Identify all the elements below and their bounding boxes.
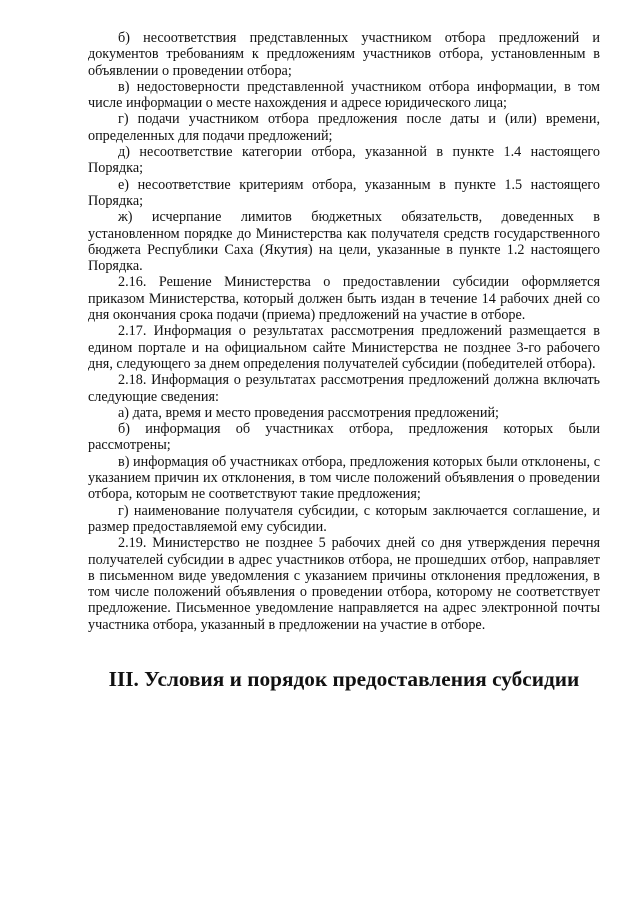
paragraph-2-19: 2.19. Министерство не позднее 5 рабочих дней со дня утверждения перечня получателей субсидии в адрес участников отбора, не прошедших отбор, направляет в письменном виде уведомления с указанием причины отклонения предложения, в том числе положений объявления о проведении отбора, которому не соответствует предложение. Письменное уведомление направляется на адрес электронной почты участника отбора, указанный в предложении на участие в отборе. xyxy=(88,535,600,633)
paragraph-item-e-criteria-mismatch: е) несоответствие критериям отбора, указанным в пункте 1.5 настоящего Порядка; xyxy=(88,176,600,209)
paragraph-item-b-mismatch: б) несоответствия представленных участником отбора предложений и документов требованиям к предложениям участников отбора, установленным в объявлении о проведении отбора; xyxy=(88,30,600,79)
paragraph-item-a-date-time: а) дата, время и место проведения рассмотрения предложений; xyxy=(118,404,499,421)
paragraph-item-zh-limits-exhausted: ж) исчерпание лимитов бюджетных обязательств, доведенных в установленном порядке до Министерства как получателя средств государственного бюджета Республики Саха (Якутия) на цели, указанные в пункте 1.2 настоящего Порядка. xyxy=(88,209,600,275)
paragraph-item-g-recipient: г) наименование получателя субсидии, с которым заключается соглашение, и размер предоставляемой ему субсидии. xyxy=(88,502,600,535)
paragraph-item-v-rejected: в) информация об участниках отбора, предложения которых были отклонены, с указанием причин их отклонения, в том числе положений объявления о проведении отбора, которым не соответствуют такие предложения; xyxy=(88,453,600,503)
paragraph-item-v-unreliable-info: в) недостоверности представленной участником отбора информации, в том числе информации о месте нахождения и адресе юридического лица; xyxy=(88,78,600,112)
paragraph-2-17: 2.17. Информация о результатах рассмотрения предложений размещается в едином портале и на официальном сайте Министерства не позднее 3-го рабочего дня, следующего за днем определения получателей субсидии (победителей отбора). xyxy=(88,323,600,372)
paragraph-2-16: 2.16. Решение Министерства о предоставлении субсидии оформляется приказом Министерства, который должен быть издан в течение 14 рабочих дней со дня окончания срока подачи (приема) предложений на участие в отборе. xyxy=(88,274,600,324)
paragraph-2-18: 2.18. Информация о результатах рассмотрения предложений должна включать следующие сведения: xyxy=(88,372,600,405)
paragraph-item-b-reviewed: б) информация об участниках отбора, предложения которых были рассмотрены; xyxy=(88,421,600,454)
paragraph-item-d-category-mismatch: д) несоответствие категории отбора, указанной в пункте 1.4 настоящего Порядка; xyxy=(88,144,600,177)
paragraph-item-g-late-submission: г) подачи участником отбора предложения после даты и (или) времени, определенных для подачи предложений; xyxy=(88,111,600,144)
section-heading: III. Условия и порядок предоставления субсидии xyxy=(108,666,580,691)
document-page xyxy=(88,30,600,691)
